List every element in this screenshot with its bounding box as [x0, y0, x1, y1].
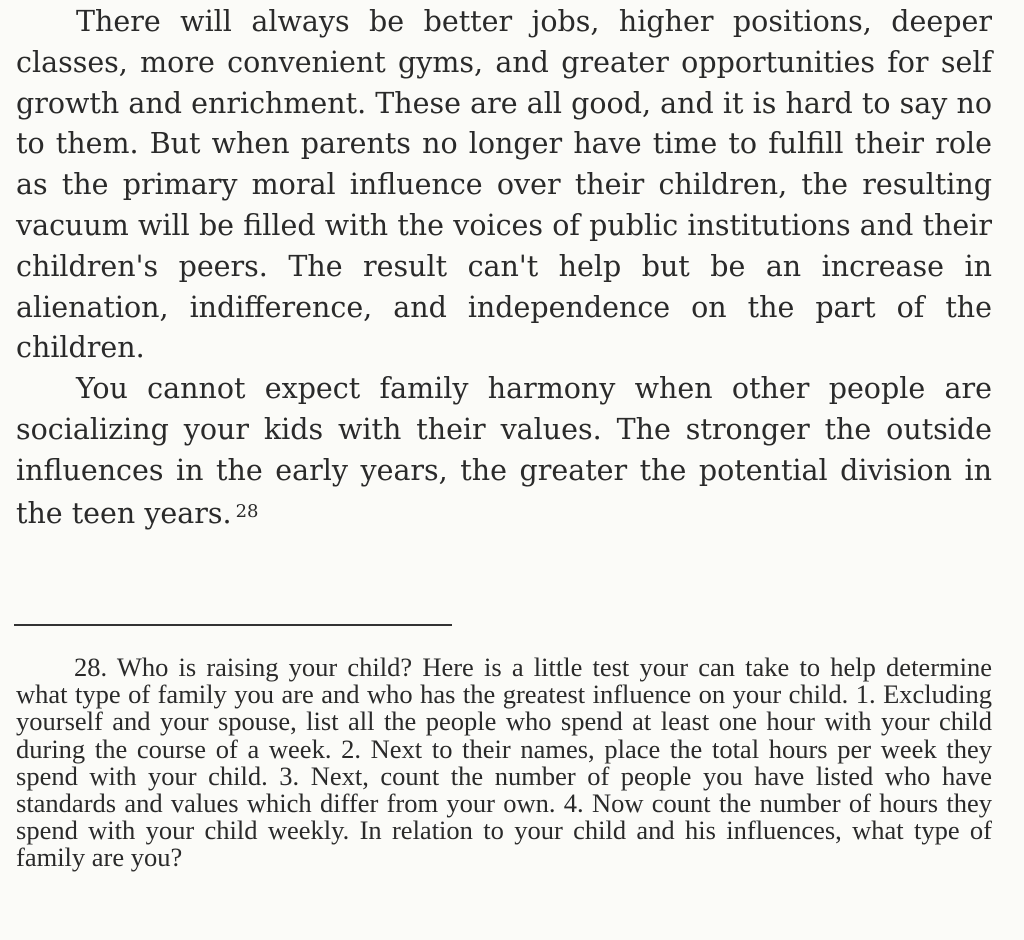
paragraph-2-text: You cannot expect family harmony when other people are socializing your kids with their values. The stronger the outside influences in the early years, the greater the potential division in the teen years. [16, 372, 992, 530]
body-text [16, 2, 992, 534]
footnote: 28. Who is raising your child? Here is a little test your can take to help determine what type of family you are and who has the greatest influence on your child. 1. Excluding yourself and your spouse, list all the people who spend at least one hour with your child during the course of a week. 2. Next to their names, place the total hours per week they spend with your child. 3. Next, count the number of people you have listed who have standards and values which differ from your own. 4. Now count the number of hours they spend with your child weekly. In relation to your child and his influences, what type of family are you? [16, 652, 992, 873]
paragraph-1: There will always be better jobs, higher positions, deeper classes, more convenient gyms, and greater opportunities for self growth and enrichment. These are all good, and it is hard to say no to them. But when parents no longer have time to fulfill their role as the primary moral influence over their children, the resulting vacuum will be filled with the voices of public institutions and their children's peers. The result can't help but be an increase in alienation, indifference, and independence on the part of the children. [16, 5, 992, 365]
footnote-divider [14, 624, 452, 626]
footnote-reference: 28 [235, 500, 259, 522]
paragraph-2 [16, 369, 992, 534]
